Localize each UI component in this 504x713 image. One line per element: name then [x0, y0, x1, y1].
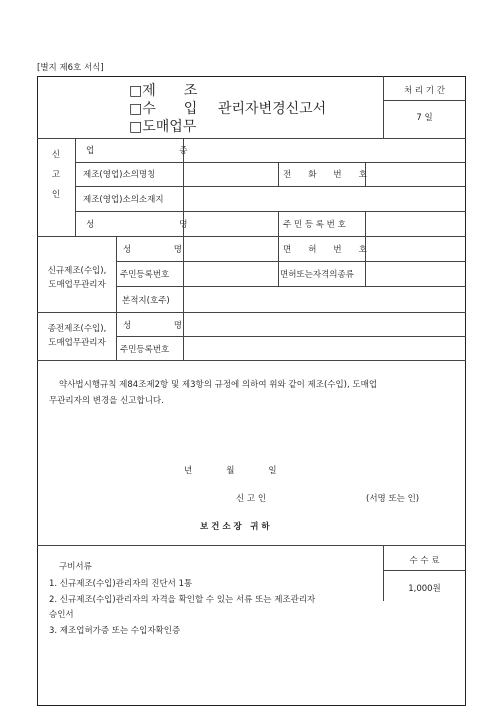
- declaration-text-line1: 약사법시행규칙 제84조제2항 및 제3항의 규정에 의하여 위와 같이 제조(수입), 도매업: [59, 380, 378, 390]
- divider: [116, 236, 117, 360]
- fee-value: 1,000원: [408, 584, 441, 594]
- business-name-label: 제조(영업)소의명칭: [83, 170, 156, 180]
- divider: [37, 236, 466, 237]
- divider: [75, 162, 466, 163]
- declarant-name-label: 성 명: [86, 220, 188, 230]
- divider: [278, 162, 279, 186]
- addressee: 보 건 소 장 귀 하: [200, 522, 270, 532]
- old-manager-resident-no-label: 주민등록번호: [120, 345, 170, 355]
- divider: [383, 570, 466, 571]
- business-address-label: 제조(영업)소의소재지: [83, 195, 164, 205]
- qualification-type-field[interactable]: [367, 263, 464, 284]
- processing-period-value: 7 일: [416, 113, 433, 123]
- form-number: [별지 제6호 서식]: [37, 63, 104, 73]
- qualification-type-label: 면허또는자격의종류: [280, 270, 354, 280]
- divider: [365, 211, 366, 236]
- license-no-label: 면 허 번 호: [283, 245, 367, 255]
- divider: [75, 211, 466, 212]
- title-option-manufacture[interactable]: □제 조: [129, 83, 198, 99]
- declarant-section-label: 신 고 인: [51, 150, 61, 200]
- title-option-wholesale[interactable]: □도매업무: [129, 119, 197, 135]
- divider: [75, 186, 466, 187]
- document-item: 승인서: [49, 610, 74, 620]
- business-type-field[interactable]: [185, 140, 464, 160]
- declarant-name-field[interactable]: [185, 213, 276, 234]
- divider: [278, 236, 279, 286]
- divider: [37, 545, 466, 546]
- old-manager-name-field[interactable]: [185, 314, 464, 334]
- new-manager-resident-no-label: 주민등록번호: [120, 270, 170, 280]
- document-item: 3. 제조업허가증 또는 수입자확인증: [49, 626, 181, 636]
- old-manager-section-label: 종전제조(수입), 도매업무관리자: [47, 324, 107, 348]
- business-type-label: 업 종: [86, 146, 188, 156]
- license-no-field[interactable]: [367, 238, 464, 259]
- old-manager-resident-no-field[interactable]: [185, 338, 464, 358]
- phone-label: 전 화 번 호: [283, 170, 367, 180]
- declarant-resident-no-field[interactable]: [367, 213, 464, 234]
- business-address-field[interactable]: [185, 188, 464, 209]
- new-manager-name-label: 성 명: [123, 245, 182, 255]
- required-documents-title: 구비서류: [59, 562, 92, 572]
- declarant-signature-label: 신 고 인: [236, 494, 267, 504]
- fee-label: 수 수 료: [409, 556, 440, 566]
- signature-note[interactable]: (서명 또는 인): [366, 494, 420, 504]
- divider: [183, 236, 184, 360]
- document-item: 2. 신규제조(수입)관리자의 자격을 확인할 수 있는 서류 또는 제조관리자: [49, 595, 316, 605]
- new-manager-name-field[interactable]: [185, 238, 276, 259]
- new-manager-section-label: 신규제조(수입), 도매업무관리자: [47, 266, 107, 290]
- declarant-resident-no-label: 주 민 등 록 번 호: [283, 220, 346, 230]
- title-option-import[interactable]: □수 입: [129, 101, 198, 117]
- new-manager-resident-no-field[interactable]: [185, 263, 276, 284]
- divider: [37, 360, 466, 361]
- divider: [37, 138, 466, 139]
- document-item: 1. 신규제조(수입)관리자의 진단서 1통: [49, 579, 193, 589]
- processing-period-label: 처 리 기 간: [404, 86, 445, 96]
- old-manager-name-label: 성 명: [123, 321, 182, 331]
- divider: [75, 138, 76, 236]
- business-name-field[interactable]: [185, 164, 276, 184]
- divider: [383, 100, 466, 101]
- divider: [116, 261, 466, 262]
- divider: [37, 312, 466, 313]
- domicile-field[interactable]: [185, 288, 464, 310]
- divider: [116, 286, 466, 287]
- divider: [116, 336, 466, 337]
- declaration-text-line2: 무관리자의 변경을 신고합니다.: [49, 396, 164, 406]
- form-title: 관리자변경신고서: [218, 101, 327, 117]
- phone-field[interactable]: [367, 164, 464, 184]
- domicile-label: 본적지(호주): [122, 296, 170, 306]
- divider: [278, 211, 279, 236]
- date-line[interactable]: 년 월 일: [184, 466, 277, 476]
